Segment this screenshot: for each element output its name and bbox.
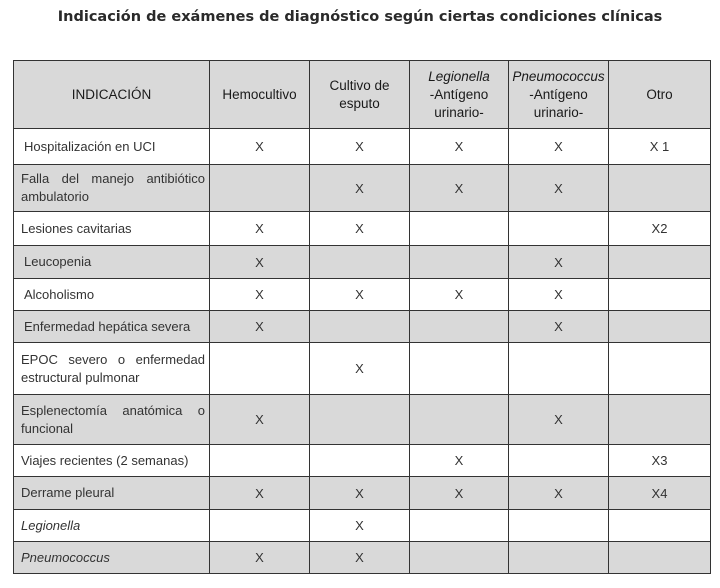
cell-pneumococcus [509,343,609,395]
cell-cultivo-esputo [310,445,410,477]
cell-hemocultivo [210,343,310,395]
row-label: Hospitalización en UCI [14,129,210,165]
table-row [14,542,711,574]
cell-otro: X2 [609,212,711,246]
cell-pneumococcus: X [509,279,609,311]
cell-legionella: X [410,477,509,510]
cell-legionella: X [410,129,509,165]
cell-legionella [410,311,509,343]
cell-otro: X4 [609,477,711,510]
header-indicacion-label: INDICACIÓN [71,86,152,102]
cell-cultivo-esputo: X [310,477,410,510]
table-row [14,311,711,343]
cell-otro [609,165,711,212]
cell-legionella: X [410,279,509,311]
cell-pneumococcus [509,445,609,477]
cell-hemocultivo: X [210,542,310,574]
cell-hemocultivo [210,445,310,477]
cell-otro [609,279,711,311]
cell-legionella: X [410,165,509,212]
header-cultivo-line1: Cultivo de [329,77,390,93]
row-label: Derrame pleural [14,477,210,510]
header-pneumo-line1: Pneumococcus [512,68,605,84]
cell-cultivo-esputo [310,246,410,279]
cell-cultivo-esputo: X [310,212,410,246]
cell-hemocultivo: X [210,129,310,165]
cell-pneumococcus: X [509,477,609,510]
table-row [14,395,711,445]
cell-hemocultivo: X [210,477,310,510]
row-label: Viajes recientes (2 semanas) [14,445,210,477]
table-row [14,212,711,246]
header-hemocultivo-label: Hemocultivo [222,86,297,102]
row-label: Leucopenia [14,246,210,279]
cell-pneumococcus: X [509,165,609,212]
row-label: EPOC severo o enfermedad estructural pulmonar [14,343,210,395]
table-row [14,343,711,395]
table-row [14,279,711,311]
cell-otro: X3 [609,445,711,477]
cell-cultivo-esputo [310,311,410,343]
cell-pneumococcus [509,212,609,246]
header-legionella [410,61,509,129]
cell-pneumococcus: X [509,395,609,445]
cell-hemocultivo [210,165,310,212]
cell-hemocultivo: X [210,279,310,311]
cell-hemocultivo: X [210,395,310,445]
cell-pneumococcus: X [509,129,609,165]
cell-hemocultivo: X [210,212,310,246]
cell-legionella [410,246,509,279]
table-row [14,129,711,165]
cell-otro [609,343,711,395]
cell-otro [609,246,711,279]
table-row [14,165,711,212]
row-label: Esplenectomía anatómica o funcional [14,395,210,445]
cell-otro [609,395,711,445]
header-legionella-line2: -Antígeno [429,86,489,102]
cell-otro [609,311,711,343]
cell-pneumococcus: X [509,311,609,343]
diagnostic-table [13,60,711,574]
table-row [14,246,711,279]
row-label: Lesiones cavitarias [14,212,210,246]
header-pneumococcus [509,61,609,129]
header-legionella-line3: urinario- [434,104,484,120]
row-label: Legionella [14,510,210,542]
cell-hemocultivo: X [210,311,310,343]
table-row [14,510,711,542]
table-row [14,477,711,510]
cell-cultivo-esputo: X [310,510,410,542]
cell-cultivo-esputo [310,395,410,445]
cell-cultivo-esputo: X [310,165,410,212]
header-pneumo-line2: -Antígeno [529,86,588,102]
row-label: Falla del manejo antibiótico ambulatorio [14,165,210,212]
cell-hemocultivo: X [210,246,310,279]
header-cultivo-esputo [310,61,410,129]
cell-pneumococcus [509,542,609,574]
header-legionella-line1: Legionella [428,68,490,84]
cell-legionella [410,510,509,542]
cell-otro [609,542,711,574]
header-row [14,61,711,129]
cell-legionella [410,395,509,445]
cell-cultivo-esputo: X [310,343,410,395]
row-label: Enfermedad hepática severa [14,311,210,343]
cell-legionella [410,343,509,395]
cell-pneumococcus [509,510,609,542]
cell-otro [609,510,711,542]
header-cultivo-line2: esputo [339,95,380,111]
cell-pneumococcus: X [509,246,609,279]
cell-cultivo-esputo: X [310,542,410,574]
cell-cultivo-esputo: X [310,279,410,311]
header-hemocultivo [210,61,310,129]
table-row [14,445,711,477]
header-pneumo-line3: urinario- [533,104,584,120]
cell-cultivo-esputo: X [310,129,410,165]
row-label: Alcoholismo [14,279,210,311]
document-title: Indicación de exámenes de diagnóstico según ciertas condiciones clínicas [57,9,663,25]
cell-otro: X 1 [609,129,711,165]
row-label: Pneumococcus [14,542,210,574]
cell-legionella [410,542,509,574]
header-otro-label: Otro [646,86,673,102]
header-indicacion [14,61,210,129]
header-otro [609,61,711,129]
cell-legionella [410,212,509,246]
cell-legionella: X [410,445,509,477]
cell-hemocultivo [210,510,310,542]
